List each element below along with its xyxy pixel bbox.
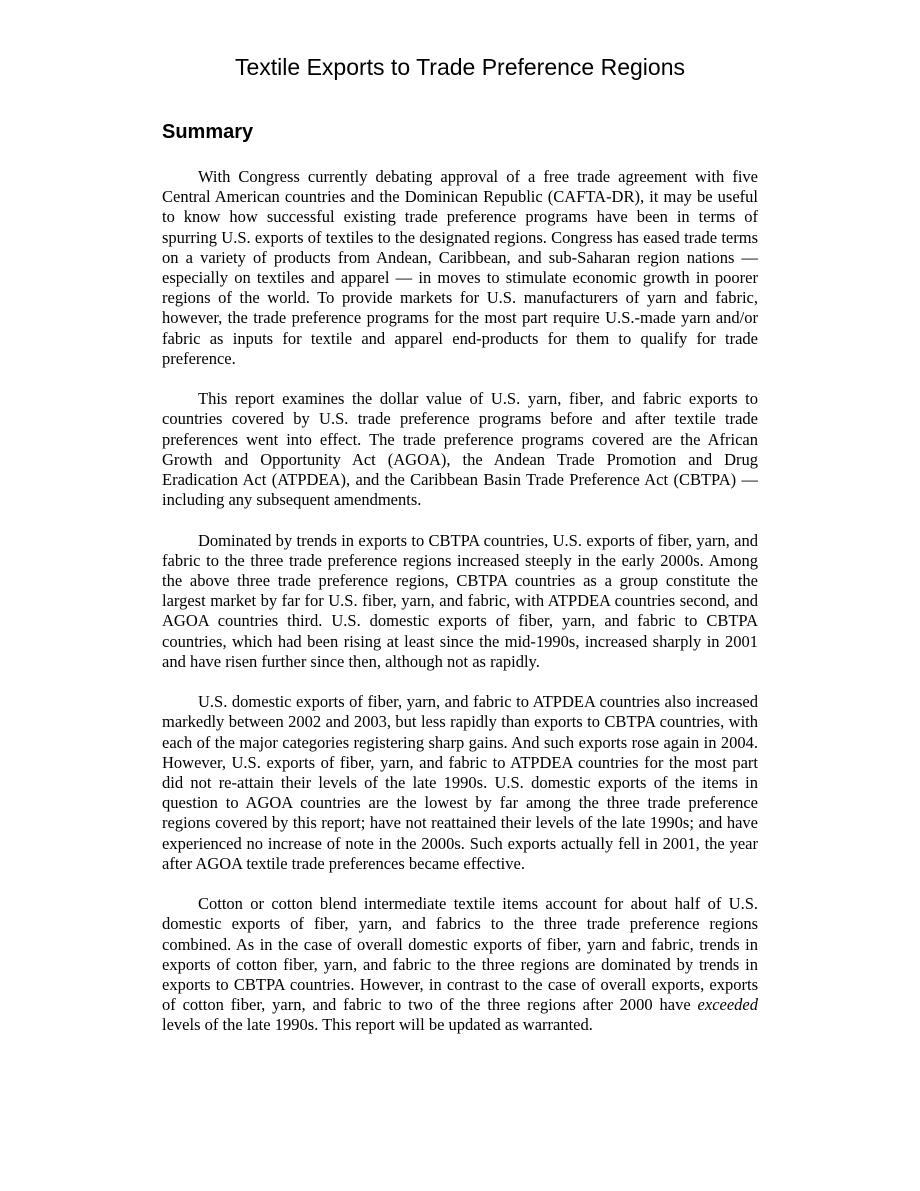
- paragraph-4: U.S. domestic exports of fiber, yarn, and fabric to ATPDEA countries also increased markedly between 2002 and 2003, but less rapidly than exports to CBTPA countries, with each of the major categories registering sharp gains. And such exports rose again in 2004. However, U.S. exports of fiber, yarn, and fabric to ATPDEA countries for the most part did not re-attain their levels of the late 1990s. U.S. domestic exports of the items in question to AGOA countries are the lowest by far among the three trade preference regions covered by this report; have not reattained their levels of the late 1990s; and have experienced no increase of note in the 2000s. Such exports actually fell in 2001, the year after AGOA textile trade preferences became effective.: [162, 692, 758, 873]
- paragraph-3: Dominated by trends in exports to CBTPA countries, U.S. exports of fiber, yarn, and fabric to the three trade preference regions increased steeply in the early 2000s. Among the above three trade preference regions, CBTPA countries as a group constitute the largest market by far for U.S. fiber, yarn, and fabric, with ATPDEA countries second, and AGOA countries third. U.S. domestic exports of fiber, yarn, and fabric to CBTPA countries, which had been rising at least since the mid-1990s, increased sharply in 2001 and have risen further since then, although not as rapidly.: [162, 530, 758, 671]
- paragraph-5: [162, 894, 758, 1035]
- summary-body: [162, 167, 758, 1056]
- paragraph-5-text-start: Cotton or cotton blend intermediate textile items account for about half of U.S. domestic exports of fiber, yarn, and fabrics to the three trade preference regions combined. As in the case of overall domestic exports of fiber, yarn and fabric, trends in exports of cotton fiber, yarn, and fabric to the three regions are dominated by trends in exports to CBTPA countries. However, in contrast to the case of overall exports, exports of cotton fiber, yarn, and fabric to two of the three regions after 2000 have: [162, 894, 758, 1015]
- paragraph-5-text-end: levels of the late 1990s. This report will be updated as warranted.: [162, 1015, 593, 1035]
- paragraph-5-emphasis: exceeded: [697, 995, 758, 1015]
- document-title: Textile Exports to Trade Preference Regions: [234, 54, 685, 80]
- section-heading-summary: Summary: [162, 121, 254, 143]
- paragraph-2: This report examines the dollar value of U.S. yarn, fiber, and fabric exports to countries covered by U.S. trade preference programs before and after textile trade preferences went into effect. The trade preference programs covered are the African Growth and Opportunity Act (AGOA), the Andean Trade Promotion and Drug Eradication Act (ATPDEA), and the Caribbean Basin Trade Preference Act (CBTPA) — including any subsequent amendments.: [162, 389, 758, 510]
- paragraph-1: With Congress currently debating approval of a free trade agreement with five Central American countries and the Dominican Republic (CAFTA-DR), it may be useful to know how successful existing trade preference programs have been in terms of spurring U.S. exports of textiles to the designated regions. Congress has eased trade terms on a variety of products from Andean, Caribbean, and sub-Saharan region nations — especially on textiles and apparel — in moves to stimulate economic growth in poorer regions of the world. To provide markets for U.S. manufacturers of yarn and fabric, however, the trade preference programs for the most part require U.S.-made yarn and/or fabric as inputs for textile and apparel end-products for them to qualify for trade preference.: [162, 167, 758, 368]
